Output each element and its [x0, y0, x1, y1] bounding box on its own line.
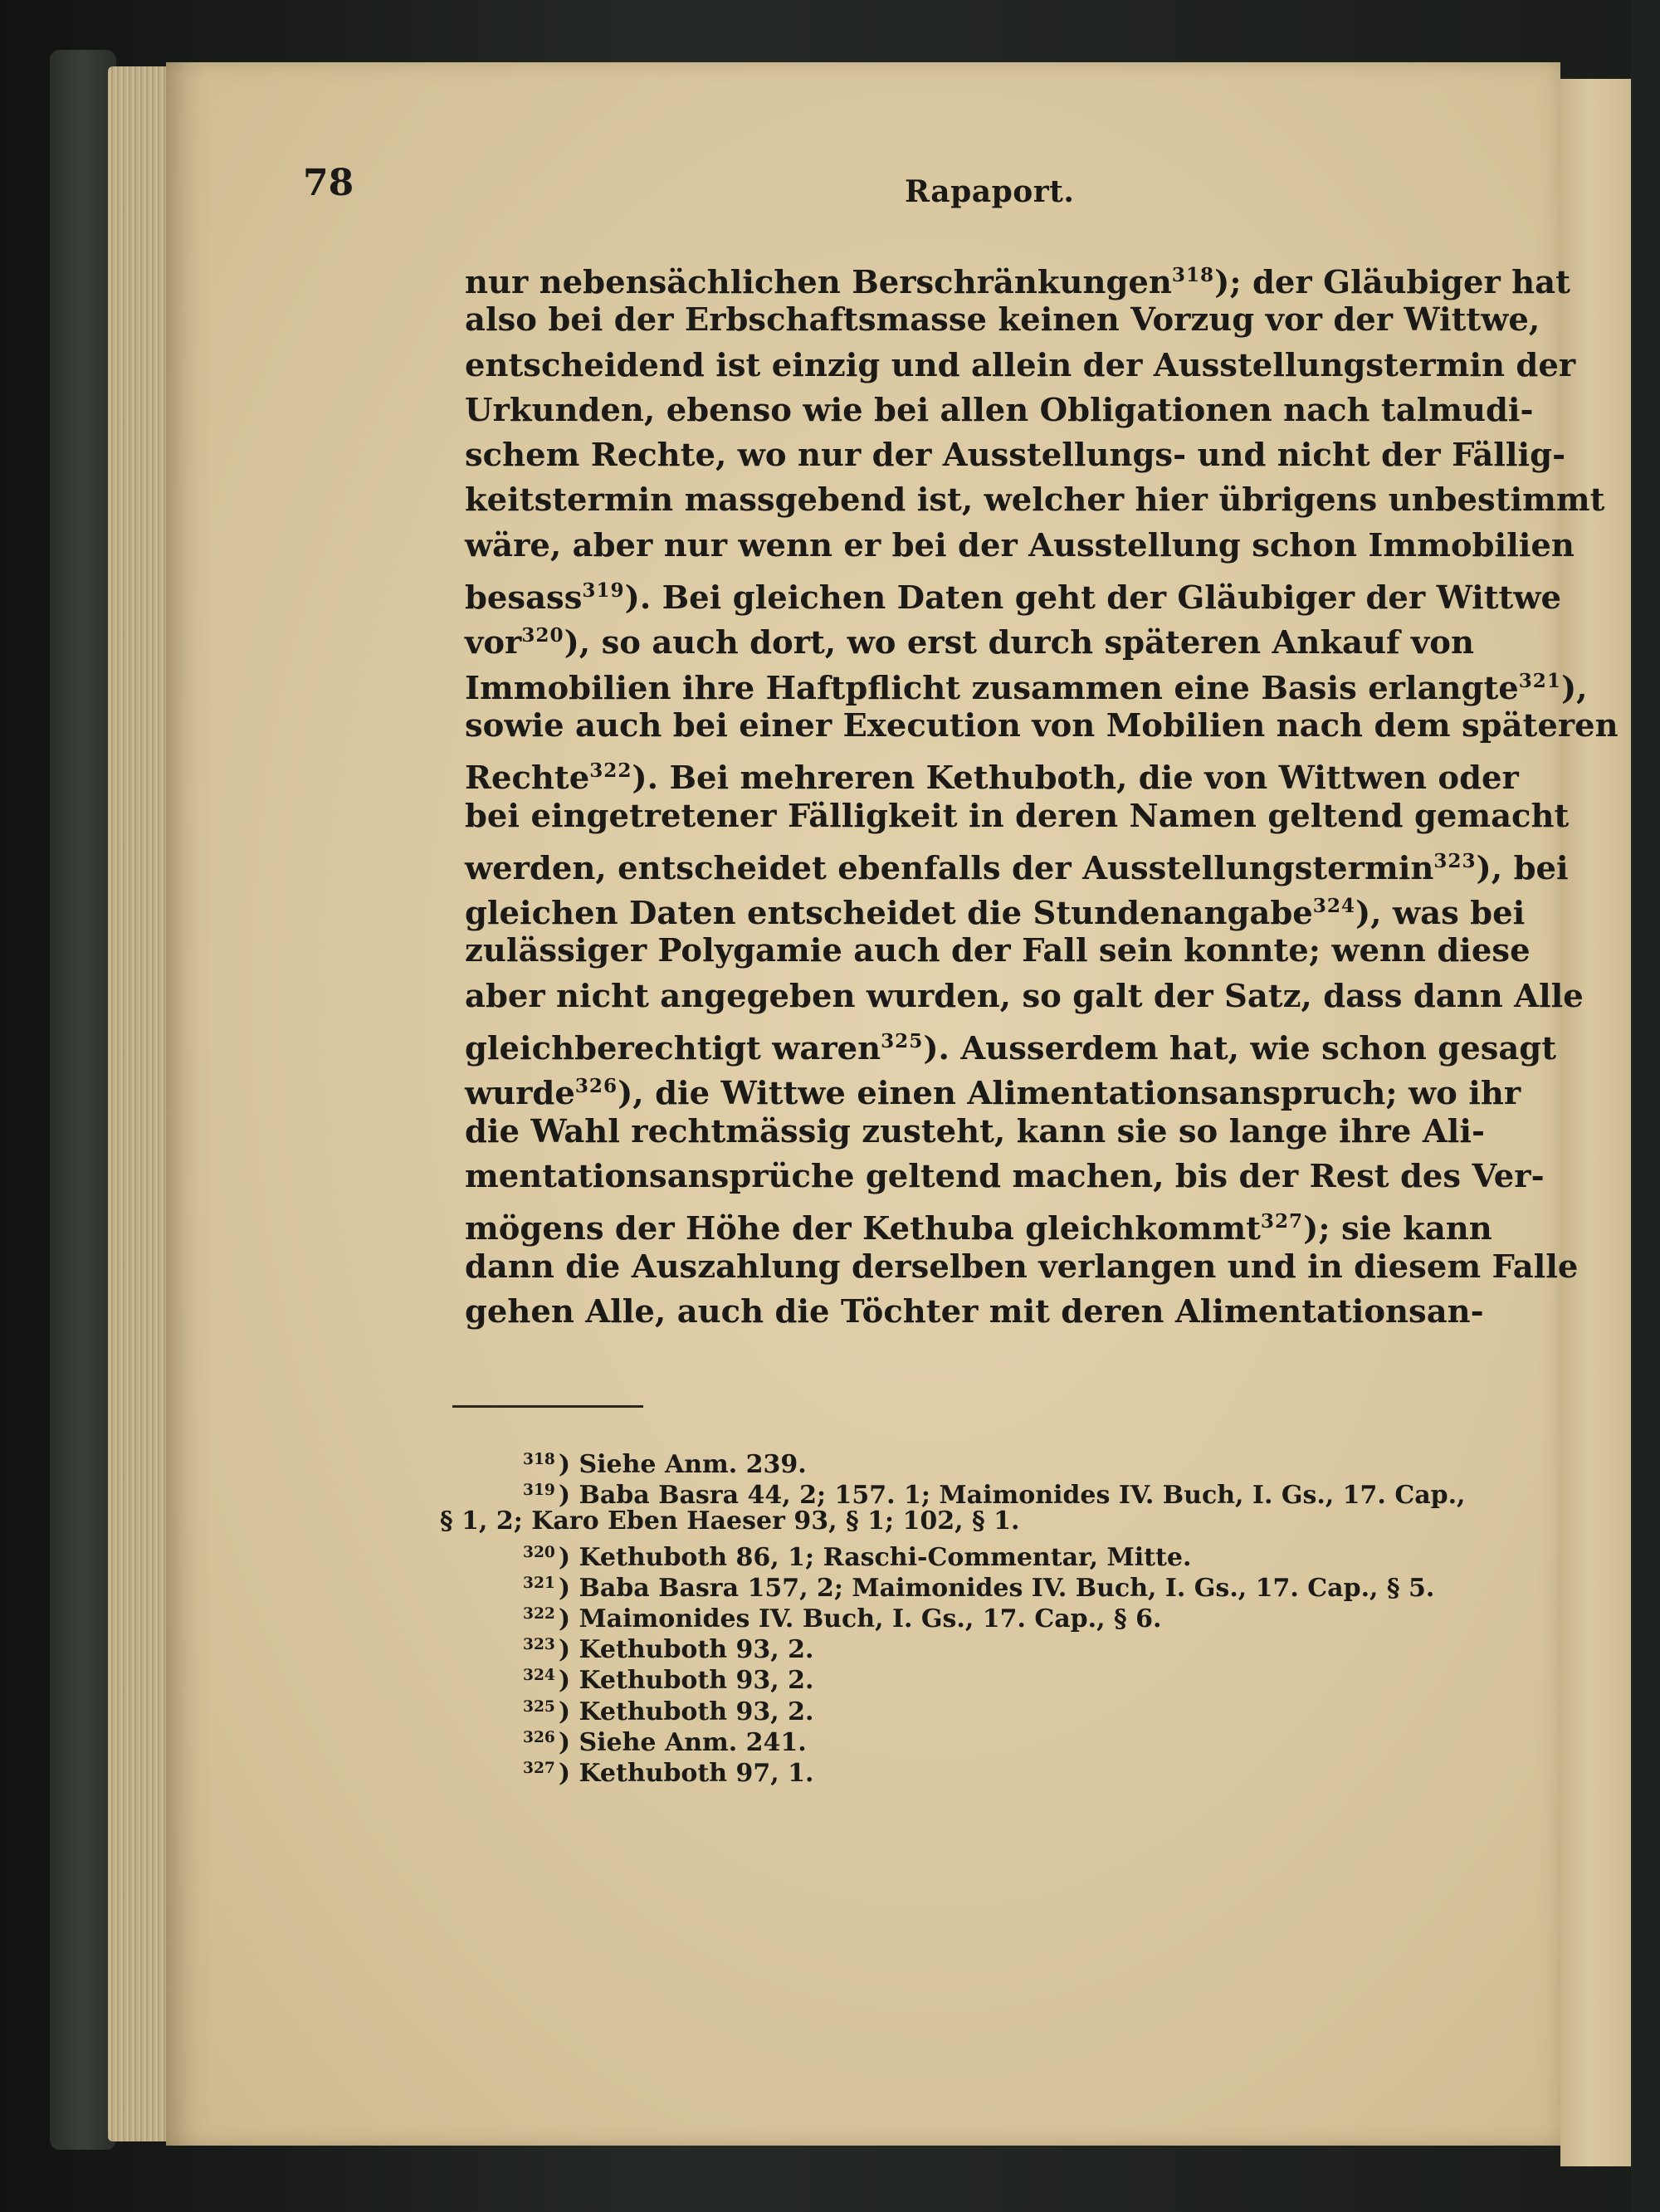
footnote-text: ) Siehe Anm. 241.: [558, 1727, 807, 1757]
body-line-text: ); der Gläubiger hat: [1214, 263, 1570, 301]
body-line: [465, 433, 1566, 478]
footnote-text: ) Baba Basra 44, 2; 157. 1; Maimonides IV. Buch, I. Gs., 17. Cap.,: [558, 1481, 1466, 1511]
body-line-text: wurde: [465, 1075, 575, 1113]
footnote-reference: 319: [582, 579, 625, 603]
footnote-number: 323: [523, 1636, 555, 1654]
body-line-text: dann die Auszahlung derselben verlangen und in diesem Falle: [465, 1248, 1579, 1286]
book-spine-edge: [50, 50, 116, 2150]
footnote-text: ) Kethuboth 93, 2.: [558, 1666, 814, 1696]
body-line-text: ). Ausserdem hat, wie schon gesagt: [923, 1029, 1557, 1067]
footnote: [432, 1753, 1452, 1789]
book-cover-right: [1631, 0, 1660, 2212]
body-line-text: zulässiger Polygamie auch der Fall sein konnte; wenn diese: [465, 932, 1531, 970]
footnote: [432, 1444, 1452, 1480]
body-line-text: schem Rechte, wo nur der Ausstellungs- und nicht der Fällig-: [465, 437, 1566, 475]
page-number: 78: [303, 162, 354, 204]
body-line-text: gleichberechtigt waren: [465, 1029, 881, 1067]
footnote-text: ) Kethuboth 97, 1.: [558, 1759, 814, 1789]
footnote-reference: 327: [1260, 1210, 1304, 1233]
footnote: [432, 1629, 1452, 1665]
body-line: [465, 659, 1588, 707]
footnote-reference: 325: [881, 1030, 924, 1053]
body-line: [465, 298, 1540, 343]
main-text-block: [465, 253, 1618, 1335]
footnote: [432, 1568, 1452, 1603]
footnote-text: ) Siehe Anm. 239.: [558, 1450, 807, 1480]
body-line-text: sowie auch bei einer Execution von Mobilien nach dem späteren: [465, 706, 1618, 745]
footnote-text: § 1, 2; Karo Eben Haeser 93, § 1; 102, § 1.: [440, 1506, 1020, 1536]
body-line-text: ), die Wittwe einen Alimentationsanspruch; wo ihr: [618, 1075, 1521, 1113]
footnotes-block: [432, 1444, 1466, 1789]
body-line-text: mögens der Höhe der Kethuba gleichkommt: [465, 1210, 1261, 1248]
body-line: [465, 1245, 1579, 1290]
body-line-text: ),: [1560, 669, 1588, 707]
body-line: [465, 1199, 1492, 1248]
footnote-number: 318: [523, 1451, 555, 1468]
footnote-number: 327: [523, 1759, 555, 1777]
body-line: [465, 524, 1575, 569]
footnote: [432, 1692, 1452, 1726]
body-line-text: gleichen Daten entscheidet die Stundenangabe: [465, 895, 1313, 933]
body-line-text: ); sie kann: [1303, 1210, 1492, 1248]
body-line-text: wäre, aber nur wenn er bei der Ausstellung schon Immobilien: [465, 526, 1575, 564]
body-line: [465, 1290, 1484, 1335]
body-line-text: ). Bei mehreren Kethuboth, die von Wittwen oder: [632, 759, 1519, 798]
body-line-text: ), so auch dort, wo erst durch späteren Ankauf von: [564, 624, 1474, 662]
body-line: [465, 1019, 1557, 1067]
footnote-number: 326: [523, 1728, 555, 1746]
footnote: [432, 1722, 1452, 1757]
body-line-text: bei eingetretener Fälligkeit in deren Namen geltend gemacht: [465, 797, 1570, 835]
body-line: [465, 839, 1569, 887]
footnote-divider: [452, 1405, 643, 1408]
footnote: [432, 1475, 1466, 1511]
facing-page-edge: [1560, 79, 1635, 2166]
footnote-text: ) Maimonides IV. Buch, I. Gs., 17. Cap., § 6.: [558, 1604, 1162, 1634]
footnote: [432, 1599, 1452, 1634]
footnote-text: ) Baba Basra 157, 2; Maimonides IV. Buch, I. Gs., 17. Cap., § 5.: [558, 1573, 1435, 1603]
body-line-text: Urkunden, ebenso wie bei allen Obligationen nach talmudi-: [465, 391, 1534, 429]
footnote-text: ) Kethuboth 93, 2.: [558, 1697, 814, 1726]
body-line: [465, 344, 1576, 388]
footnote-reference: 318: [1171, 264, 1215, 286]
body-line: [465, 388, 1534, 433]
body-line: [465, 253, 1570, 301]
footnote-number: 324: [523, 1667, 555, 1685]
body-line-text: besass: [465, 579, 583, 617]
body-line-text: ), was bei: [1355, 895, 1526, 933]
body-line-text: also bei der Erbschaftsmasse keinen Vorzug vor der Wittwe,: [465, 301, 1540, 339]
body-line-text: nur nebensächlichen Berschränkungen: [465, 263, 1172, 301]
body-line-text: Immobilien ihre Haftpflicht zusammen eine Basis erlangte: [465, 669, 1519, 707]
body-line-text: gehen Alle, auch die Töchter mit deren Alimentationsan-: [465, 1292, 1484, 1331]
footnote-reference: 326: [574, 1075, 618, 1098]
footnote-number: 319: [523, 1482, 555, 1500]
body-line: [465, 478, 1605, 523]
footnote-reference: 323: [1433, 849, 1477, 872]
body-line-text: vor: [465, 624, 522, 662]
footnote-number: 320: [523, 1543, 555, 1561]
body-line: [465, 613, 1474, 662]
footnote-number: 325: [523, 1697, 555, 1716]
body-line: [465, 1110, 1485, 1155]
footnote: [432, 1537, 1452, 1572]
body-line-text: ). Bei gleichen Daten geht der Gläubiger der Wittwe: [624, 579, 1561, 617]
body-line: [465, 1155, 1545, 1199]
body-line-text: aber nicht angegeben wurden, so galt der Satz, dass dann Alle: [465, 977, 1584, 1015]
footnote-text: ) Kethuboth 86, 1; Raschi-Commentar, Mitte.: [558, 1542, 1192, 1572]
footnote: [432, 1506, 1452, 1536]
body-line-text: die Wahl rechtmässig zusteht, kann sie so lange ihre Ali-: [465, 1112, 1485, 1150]
body-line-text: werden, entscheidet ebenfalls der Ausstellungstermin: [465, 849, 1434, 887]
body-line: [465, 794, 1570, 839]
body-line: [465, 704, 1618, 749]
body-line-text: entscheidend ist einzig und allein der Ausstellungstermin der: [465, 346, 1576, 384]
body-line: [465, 884, 1526, 933]
footnote-reference: 322: [589, 759, 632, 783]
running-head: Rapaport.: [905, 174, 1075, 209]
footnote-reference: 324: [1312, 895, 1355, 918]
body-line-text: ), bei: [1476, 849, 1569, 887]
footnote-reference: 320: [521, 624, 564, 647]
body-line-text: mentationsansprüche geltend machen, bis der Rest des Ver-: [465, 1157, 1545, 1195]
body-line: [465, 749, 1519, 798]
body-line-text: Rechte: [465, 759, 590, 798]
footnote-text: ) Kethuboth 93, 2.: [558, 1635, 814, 1665]
footnote-number: 321: [523, 1574, 555, 1592]
body-line: [465, 569, 1561, 617]
footnote: [432, 1660, 1452, 1696]
body-line: [465, 974, 1584, 1019]
body-line-text: keitstermin massgebend ist, welcher hier übrigens unbestimmt: [465, 481, 1605, 520]
body-line: [465, 1064, 1521, 1113]
body-line: [465, 929, 1531, 974]
footnote-reference: 321: [1518, 669, 1561, 692]
footnote-number: 322: [523, 1604, 555, 1623]
